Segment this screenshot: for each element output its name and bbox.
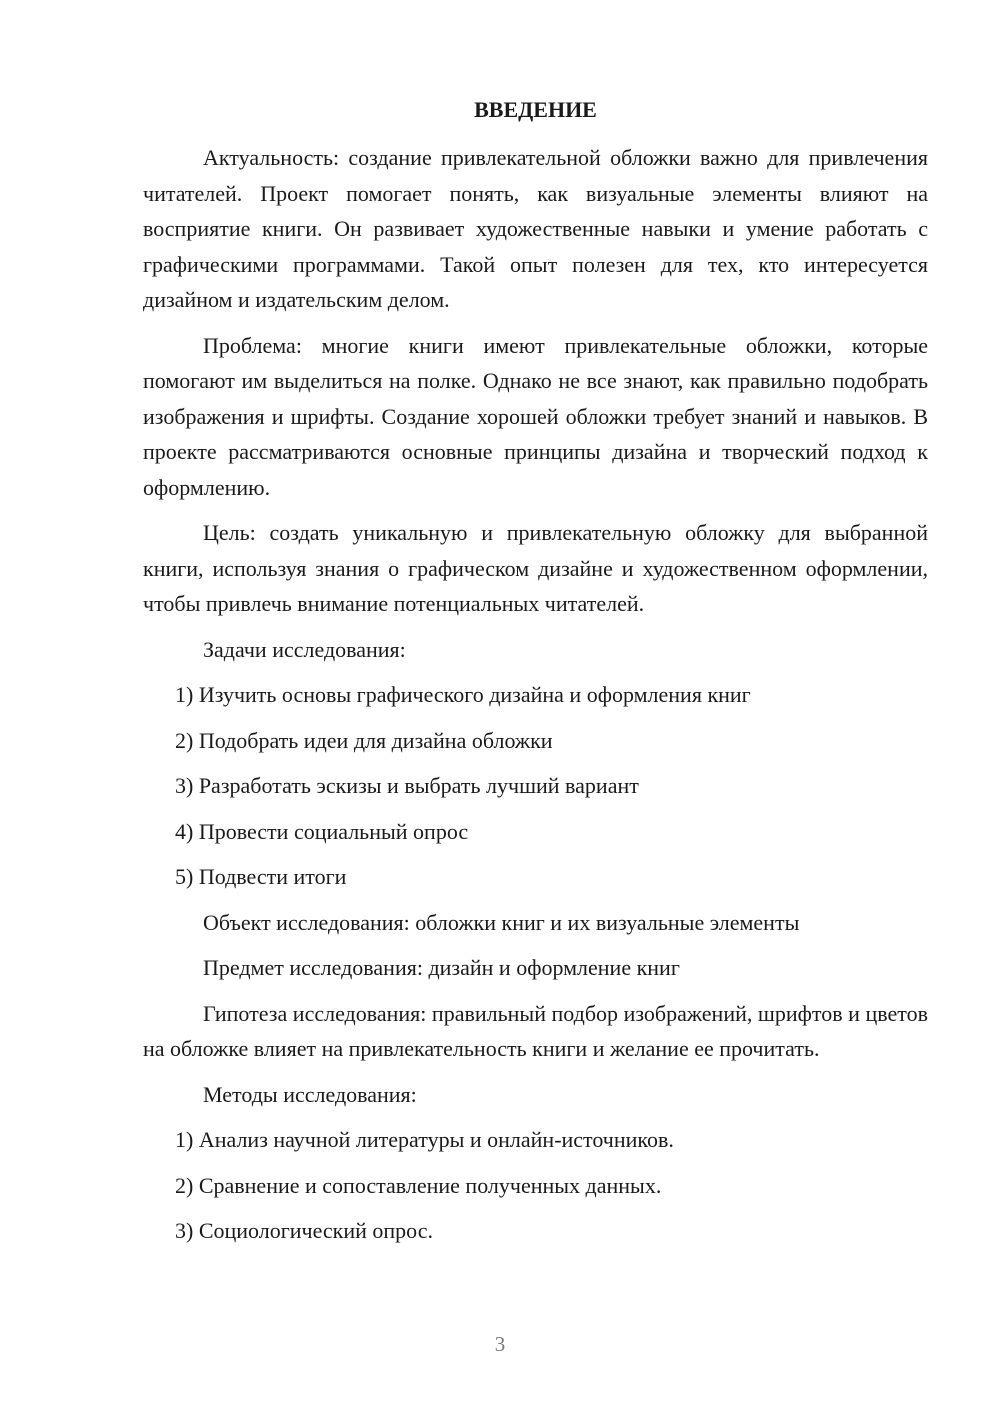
methods-heading: Методы исследования: [203, 1081, 417, 1107]
task-item: 3) Разработать эскизы и выбрать лучший вариант [175, 773, 639, 798]
method-item: 2) Сравнение и сопоставление полученных данных. [175, 1172, 662, 1198]
paragraph-goal: Цель: создать уникальную и привлекательную обложку для выбранной книги, используя знания о графическом дизайне и художественном оформлении, чтобы привлечь внимание потенциальных читателей. [143, 520, 928, 616]
paragraph-relevance: Актуальность: создание привлекательной обложки важно для привлечения читателей. Проект помогает понять, как визуальные элементы влияют на восприятие книги. Он развивает художественные навыки и умение работать с графическими программами. Такой опыт полезен для тех, кто интересуется дизайном и издательским делом. [143, 145, 928, 312]
research-object: Объект исследования: обложки книг и их визуальные элементы [203, 909, 800, 935]
method-item: 1) Анализ научной литературы и онлайн-источников. [175, 1127, 674, 1152]
task-item: 1) Изучить основы графического дизайна и оформления книг [175, 682, 751, 707]
task-item: 2) Подобрать идеи для дизайна обложки [175, 727, 553, 753]
document-page [143, 92, 928, 1259]
tasks-heading: Задачи исследования: [203, 636, 406, 662]
page-number: 3 [494, 1332, 506, 1356]
method-item: 3) Социологический опрос. [175, 1218, 433, 1243]
paragraph-problem: Проблема: многие книги имеют привлекательные обложки, которые помогают им выделиться на полке. Однако не все знают, как правильно подобрать изображения и шрифты. Создание хорошей обложки требует знаний и навыков. В проекте рассматриваются основные принципы дизайна и творческий подход к оформлению. [143, 332, 928, 500]
task-item: 5) Подвести итоги [175, 864, 347, 889]
research-subject: Предмет исследования: дизайн и оформление книг [203, 955, 680, 980]
paragraph-hypothesis: Гипотеза исследования: правильный подбор изображений, шрифтов и цветов на обложке влияет на привлекательность книги и желание ее прочитать. [143, 1000, 928, 1061]
page-title: ВВЕДЕНИЕ [474, 97, 597, 122]
task-item: 4) Провести социальный опрос [175, 818, 469, 844]
